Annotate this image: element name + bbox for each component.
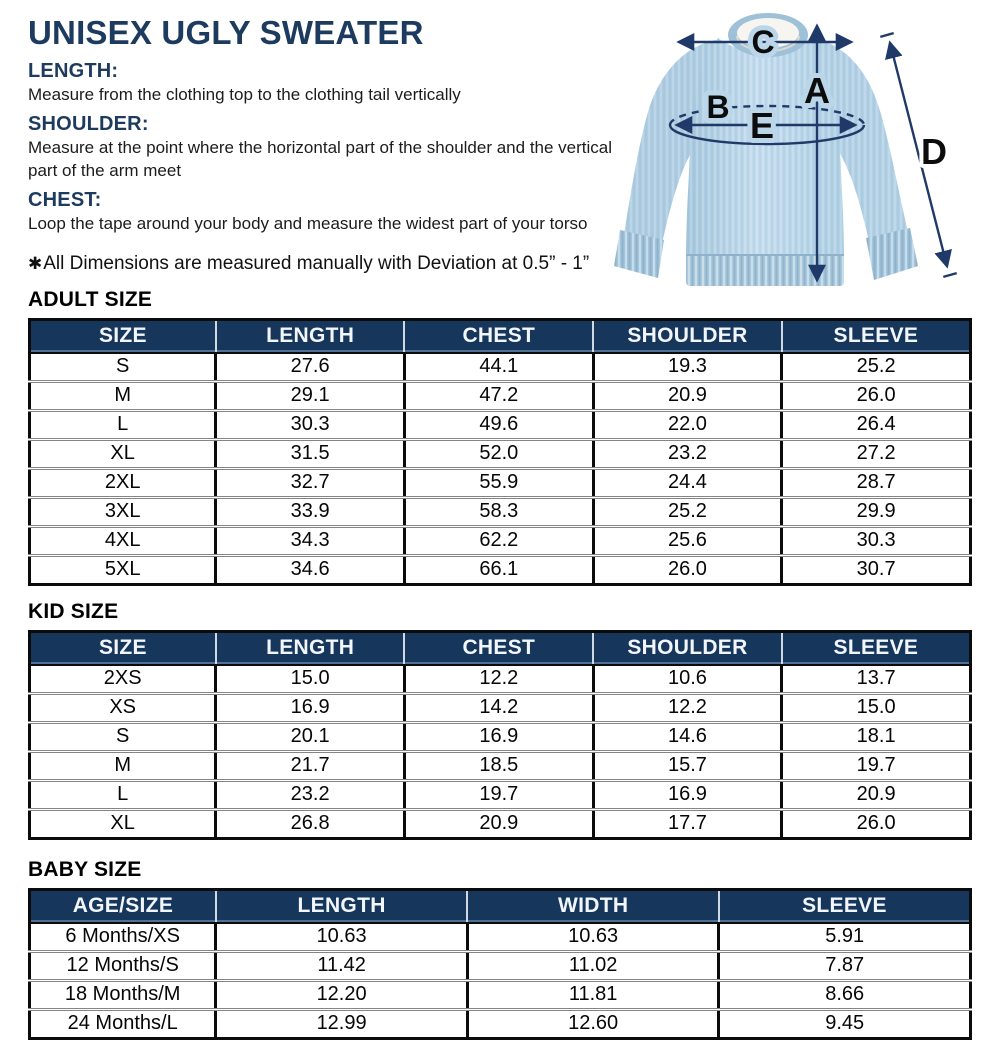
table-cell: 18 Months/M bbox=[30, 980, 216, 1009]
column-header: SHOULDER bbox=[593, 631, 782, 665]
shoulder-heading: SHOULDER: bbox=[28, 113, 149, 136]
table-cell: 49.6 bbox=[404, 410, 593, 439]
column-header: AGE/SIZE bbox=[30, 889, 216, 923]
table-row bbox=[30, 923, 971, 952]
table-cell: 30.7 bbox=[782, 555, 971, 584]
table-row bbox=[30, 780, 971, 809]
table-cell: 3XL bbox=[30, 497, 216, 526]
table-cell: 12.2 bbox=[404, 665, 593, 694]
baby-size-table bbox=[28, 888, 972, 1040]
table-cell: 20.9 bbox=[404, 809, 593, 838]
table-cell: 58.3 bbox=[404, 497, 593, 526]
table-cell: 19.7 bbox=[782, 751, 971, 780]
table-cell: 23.2 bbox=[216, 780, 405, 809]
table-row bbox=[30, 722, 971, 751]
table-cell: 27.2 bbox=[782, 439, 971, 468]
deviation-note bbox=[28, 253, 640, 275]
label-c: C bbox=[751, 24, 775, 60]
table-cell: 28.7 bbox=[782, 468, 971, 497]
table-cell: 11.81 bbox=[467, 980, 719, 1009]
column-header: LENGTH bbox=[216, 889, 468, 923]
table-cell: 12.2 bbox=[593, 693, 782, 722]
table-cell: 4XL bbox=[30, 526, 216, 555]
table-cell: 5XL bbox=[30, 555, 216, 584]
table-cell: 20.9 bbox=[782, 780, 971, 809]
section-title-kid: KID SIZE bbox=[28, 599, 119, 623]
table-cell: 34.6 bbox=[216, 555, 405, 584]
table-cell: 15.0 bbox=[216, 665, 405, 694]
table-cell: 7.87 bbox=[719, 951, 971, 980]
table-cell: 6 Months/XS bbox=[30, 923, 216, 952]
table-row bbox=[30, 980, 971, 1009]
table-cell: 8.66 bbox=[719, 980, 971, 1009]
deviation-note-text: All Dimensions are measured manually with Deviation at 0.5” - 1” bbox=[43, 252, 590, 274]
column-header: SHOULDER bbox=[593, 319, 782, 353]
kid-size-table bbox=[28, 630, 972, 840]
table-cell: 15.0 bbox=[782, 693, 971, 722]
intro-block bbox=[28, 14, 640, 275]
table-cell: 62.2 bbox=[404, 526, 593, 555]
column-header: SIZE bbox=[30, 631, 216, 665]
table-row bbox=[30, 353, 971, 382]
table-cell: 14.2 bbox=[404, 693, 593, 722]
column-header: SLEEVE bbox=[719, 889, 971, 923]
table-cell: 29.1 bbox=[216, 381, 405, 410]
table-cell: XL bbox=[30, 439, 216, 468]
length-heading: LENGTH: bbox=[28, 60, 119, 82]
table-cell: XL bbox=[30, 809, 216, 838]
table-cell: 26.8 bbox=[216, 809, 405, 838]
column-header: CHEST bbox=[404, 319, 593, 353]
column-header: SIZE bbox=[30, 319, 216, 353]
table-row bbox=[30, 665, 971, 694]
table-cell: M bbox=[30, 751, 216, 780]
table-cell: 16.9 bbox=[404, 722, 593, 751]
table-cell: 25.2 bbox=[593, 497, 782, 526]
table-cell: 2XS bbox=[30, 665, 216, 694]
table-cell: 5.91 bbox=[719, 923, 971, 952]
table-cell: 10.6 bbox=[593, 665, 782, 694]
asterisk-icon: ✱ bbox=[28, 253, 43, 273]
table-cell: 12.60 bbox=[467, 1009, 719, 1038]
table-cell: 16.9 bbox=[593, 780, 782, 809]
table-cell: 26.0 bbox=[782, 381, 971, 410]
chest-heading: CHEST: bbox=[28, 189, 102, 212]
table-row bbox=[30, 410, 971, 439]
table-cell: 23.2 bbox=[593, 439, 782, 468]
table-row bbox=[30, 1009, 971, 1038]
table-row bbox=[30, 809, 971, 838]
table-row bbox=[30, 555, 971, 584]
table-cell: 19.7 bbox=[404, 780, 593, 809]
table-cell: 12 Months/S bbox=[30, 951, 216, 980]
table-cell: L bbox=[30, 780, 216, 809]
table-cell: 11.42 bbox=[216, 951, 468, 980]
table-cell: M bbox=[30, 381, 216, 410]
table-cell: 2XL bbox=[30, 468, 216, 497]
table-cell: 30.3 bbox=[216, 410, 405, 439]
table-cell: 34.3 bbox=[216, 526, 405, 555]
table-cell: 22.0 bbox=[593, 410, 782, 439]
table-cell: L bbox=[30, 410, 216, 439]
table-cell: 17.7 bbox=[593, 809, 782, 838]
table-row bbox=[30, 693, 971, 722]
arrow-d-tick-bottom bbox=[943, 273, 956, 277]
table-cell: 26.4 bbox=[782, 410, 971, 439]
column-header: SLEEVE bbox=[782, 319, 971, 353]
column-header: WIDTH bbox=[467, 889, 719, 923]
table-cell: 21.7 bbox=[216, 751, 405, 780]
table-cell: 27.6 bbox=[216, 353, 405, 382]
table-cell: 25.6 bbox=[593, 526, 782, 555]
table-row bbox=[30, 381, 971, 410]
table-row bbox=[30, 526, 971, 555]
table-cell: 16.9 bbox=[216, 693, 405, 722]
table-cell: 55.9 bbox=[404, 468, 593, 497]
column-header: LENGTH bbox=[216, 319, 405, 353]
section-title-adult: ADULT SIZE bbox=[28, 287, 153, 311]
table-cell: 44.1 bbox=[404, 353, 593, 382]
table-cell: S bbox=[30, 353, 216, 382]
table-cell: S bbox=[30, 722, 216, 751]
length-text: Measure from the clothing top to the clothing tail vertically bbox=[28, 85, 461, 104]
table-cell: 31.5 bbox=[216, 439, 405, 468]
table-cell: 12.20 bbox=[216, 980, 468, 1009]
table-cell: 20.9 bbox=[593, 381, 782, 410]
table-cell: 24 Months/L bbox=[30, 1009, 216, 1038]
table-cell: 52.0 bbox=[404, 439, 593, 468]
table-cell: 66.1 bbox=[404, 555, 593, 584]
column-header: CHEST bbox=[404, 631, 593, 665]
label-e: E bbox=[749, 105, 775, 146]
table-cell: 47.2 bbox=[404, 381, 593, 410]
table-row bbox=[30, 951, 971, 980]
table-cell: 26.0 bbox=[593, 555, 782, 584]
table-cell: 13.7 bbox=[782, 665, 971, 694]
top-section bbox=[28, 14, 972, 312]
adult-size-table bbox=[28, 318, 972, 586]
label-b: B bbox=[706, 89, 730, 125]
column-header: LENGTH bbox=[216, 631, 405, 665]
table-row bbox=[30, 497, 971, 526]
table-cell: 18.5 bbox=[404, 751, 593, 780]
table-cell: 10.63 bbox=[216, 923, 468, 952]
table-cell: 11.02 bbox=[467, 951, 719, 980]
table-cell: 29.9 bbox=[782, 497, 971, 526]
sweater-illustration bbox=[600, 2, 980, 302]
table-cell: 19.3 bbox=[593, 353, 782, 382]
column-header: SLEEVE bbox=[782, 631, 971, 665]
table-cell: 25.2 bbox=[782, 353, 971, 382]
table-cell: 12.99 bbox=[216, 1009, 468, 1038]
table-row bbox=[30, 439, 971, 468]
table-row bbox=[30, 751, 971, 780]
chest-text: Loop the tape around your body and measure the widest part of your torso bbox=[28, 214, 588, 234]
table-cell: 20.1 bbox=[216, 722, 405, 751]
table-cell: 10.63 bbox=[467, 923, 719, 952]
table-cell: 18.1 bbox=[782, 722, 971, 751]
table-cell: 32.7 bbox=[216, 468, 405, 497]
table-cell: 14.6 bbox=[593, 722, 782, 751]
page-title: UNISEX UGLY SWEATER bbox=[28, 14, 424, 51]
table-cell: 15.7 bbox=[593, 751, 782, 780]
sweater-diagram bbox=[600, 2, 980, 302]
arrow-d-tick-top bbox=[880, 33, 893, 37]
label-d: D bbox=[921, 131, 947, 172]
label-a: A bbox=[804, 70, 830, 111]
table-cell: 26.0 bbox=[782, 809, 971, 838]
section-title-baby: BABY SIZE bbox=[28, 857, 142, 881]
table-row bbox=[30, 468, 971, 497]
table-cell: 30.3 bbox=[782, 526, 971, 555]
table-cell: XS bbox=[30, 693, 216, 722]
sweater-hem bbox=[686, 254, 844, 286]
table-cell: 33.9 bbox=[216, 497, 405, 526]
table-cell: 24.4 bbox=[593, 468, 782, 497]
table-cell: 9.45 bbox=[719, 1009, 971, 1038]
shoulder-text: Measure at the point where the horizontal part of the shoulder and the vertical part of the arm meet bbox=[28, 138, 613, 180]
